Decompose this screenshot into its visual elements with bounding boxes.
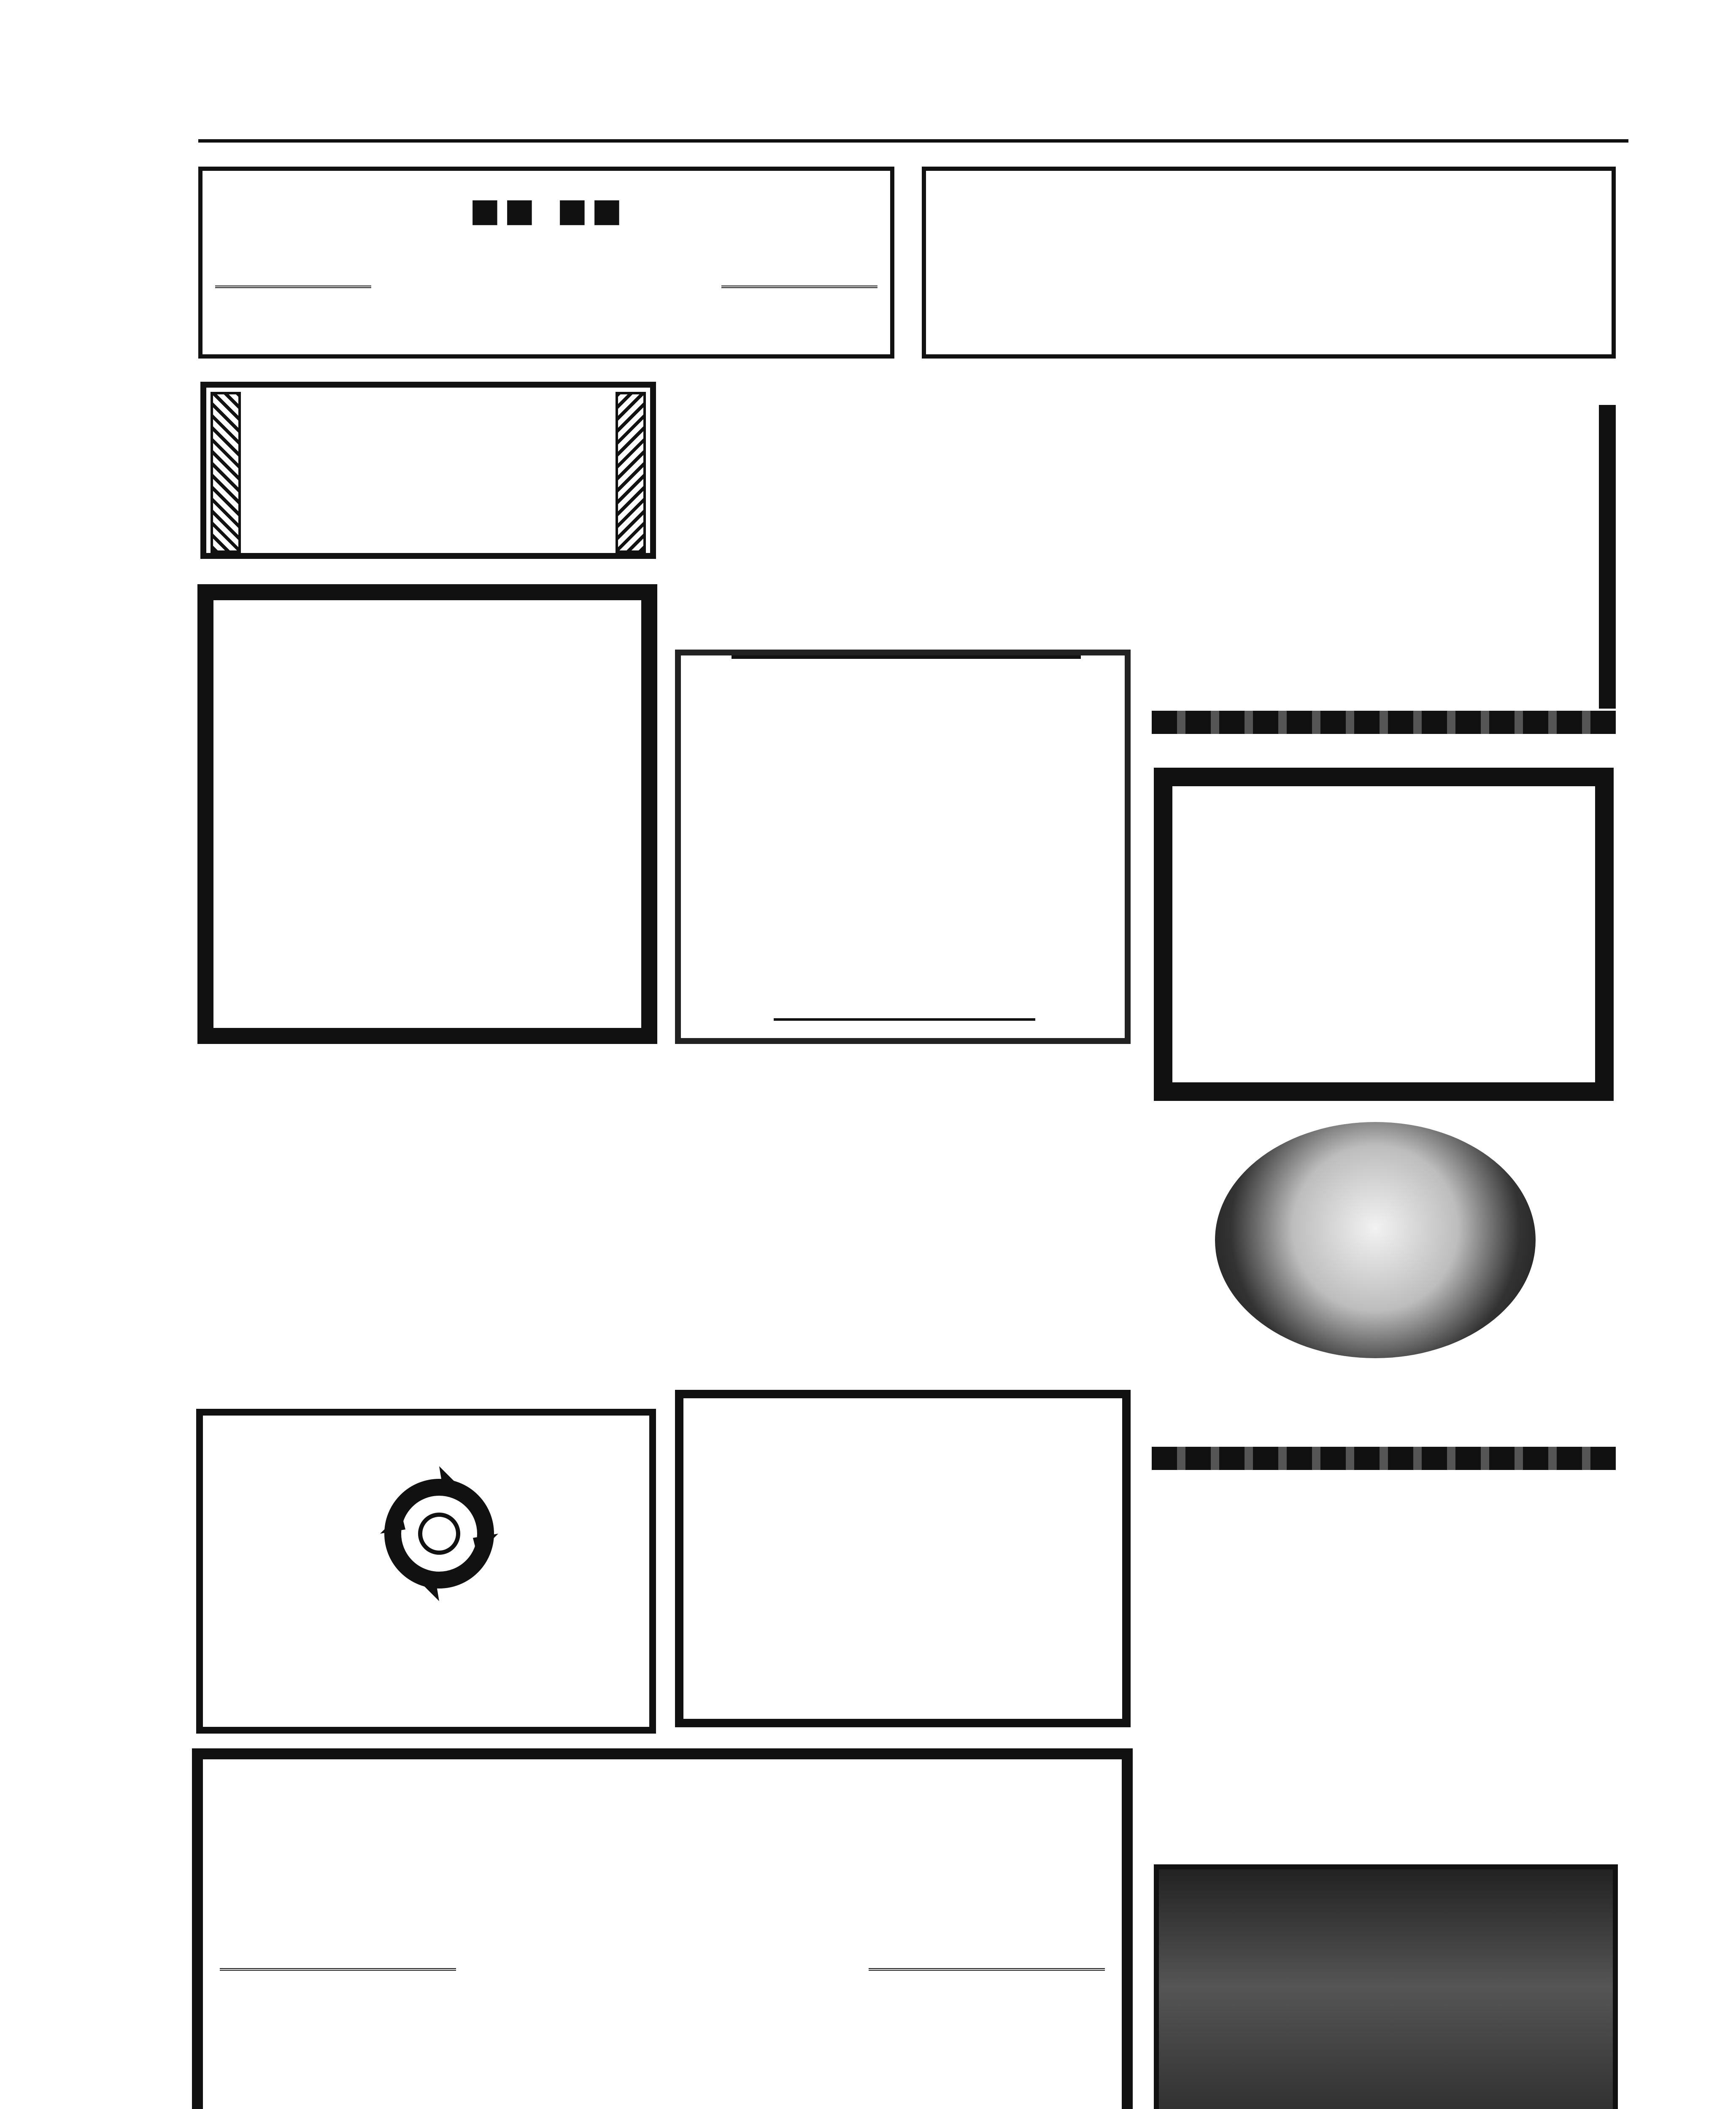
decorative-black-bar xyxy=(1599,405,1616,709)
ad-bavlna-rule-left xyxy=(215,286,371,288)
ad-roznov xyxy=(675,1390,1131,1727)
ad-podekovani xyxy=(192,1748,1133,2109)
ad-krausin xyxy=(1152,1122,1616,1434)
ad-bavlna xyxy=(198,167,894,359)
ad-armada xyxy=(1154,1864,1618,2109)
ad-kdo-body xyxy=(196,1059,656,1078)
page-header xyxy=(198,105,1628,139)
ad-hledame xyxy=(673,1071,1133,1367)
ad-odevu-body xyxy=(715,909,1094,929)
ad-podekovani-rule-right xyxy=(869,1968,1105,1971)
decorative-top-band xyxy=(1152,1447,1616,1470)
ad-kdo xyxy=(196,1054,656,1384)
ad-roznov-body xyxy=(683,1588,1122,1607)
ad-pletaci xyxy=(922,167,1616,359)
ad-klobouky xyxy=(1154,768,1614,1101)
ad-katerinske xyxy=(1152,380,1616,734)
krausin-tin-image xyxy=(1215,1122,1536,1358)
ad-bavlna-rule-right xyxy=(721,286,877,288)
ad-odevu-top xyxy=(732,655,1081,659)
header-rule xyxy=(198,139,1628,143)
arrow-ring-logo-icon xyxy=(376,1462,502,1605)
decorative-pillar-left xyxy=(211,392,241,553)
ad-tsidove xyxy=(671,378,1139,622)
ad-fanta xyxy=(200,382,656,559)
ad-lanolin xyxy=(196,1409,656,1734)
decorative-bottom-band xyxy=(1152,711,1616,734)
ad-odevu xyxy=(675,650,1131,1044)
ad-grafova xyxy=(197,584,657,1044)
ad-podekovani-rule-left xyxy=(220,1968,456,1971)
decorative-pillar-right xyxy=(616,392,646,553)
ad-odevu-bottom xyxy=(774,1018,1035,1021)
ad-jakl xyxy=(1152,1447,1616,1793)
ad-bavlna-title: ▪▪ ▪▪ xyxy=(468,179,625,237)
